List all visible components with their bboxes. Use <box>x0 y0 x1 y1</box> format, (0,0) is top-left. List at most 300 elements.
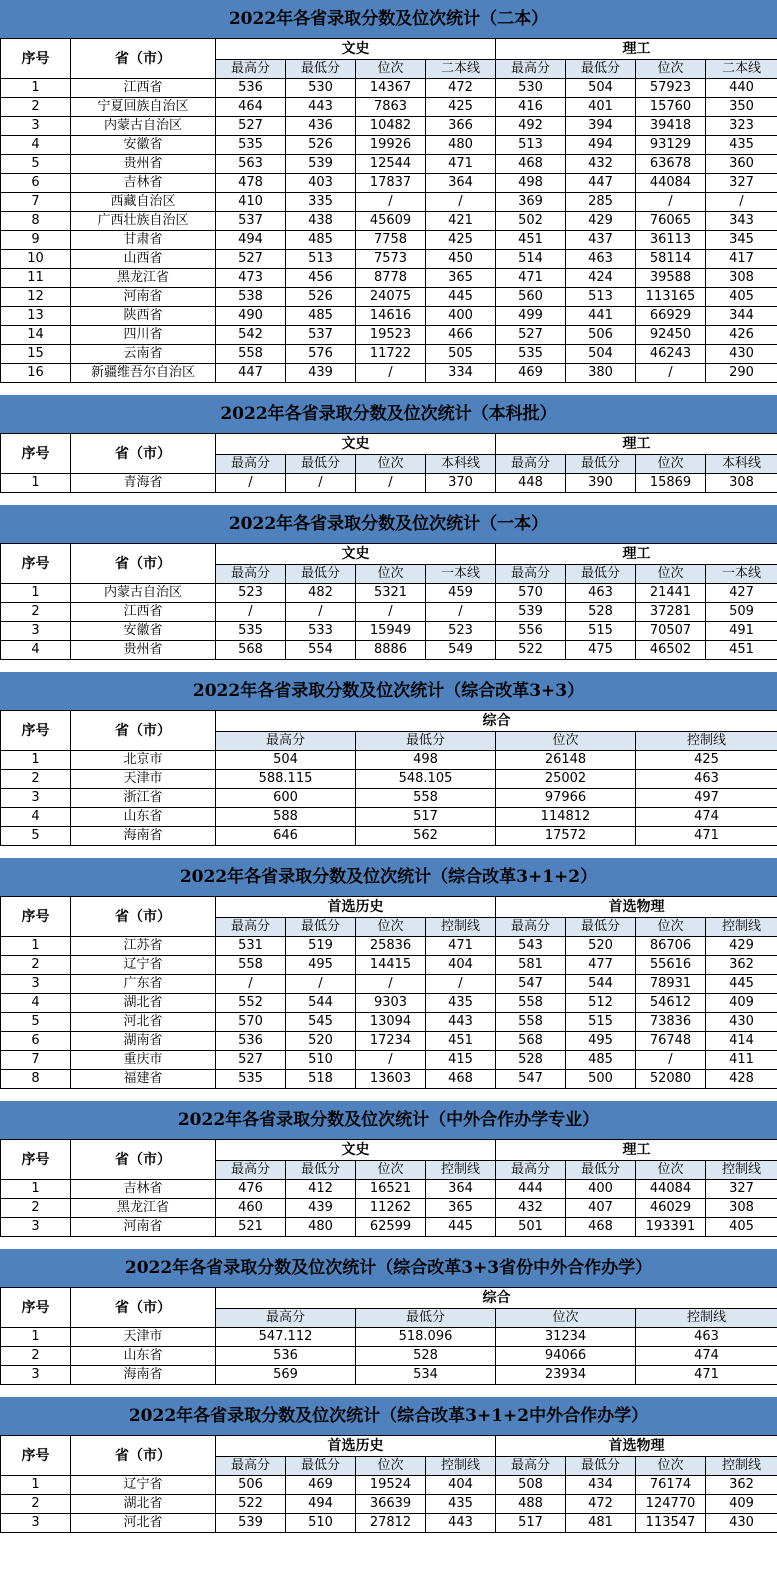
table-row <box>1 474 777 493</box>
row-value: 474 <box>636 808 777 827</box>
row-value: 58114 <box>636 250 706 269</box>
row-value: / <box>286 474 356 493</box>
row-seq: 1 <box>1 474 71 493</box>
row-value: 26148 <box>496 751 636 770</box>
row-value: 537 <box>286 326 356 345</box>
row-value: 350 <box>706 98 777 117</box>
row-value: 468 <box>496 155 566 174</box>
row-province: 重庆市 <box>71 1051 216 1070</box>
row-value: 364 <box>426 174 496 193</box>
row-value: / <box>216 975 286 994</box>
row-province: 广东省 <box>71 975 216 994</box>
row-value: 494 <box>286 1495 356 1514</box>
province-header: 省（市） <box>71 1140 216 1180</box>
row-value: 505 <box>426 345 496 364</box>
group-header: 文史 <box>216 39 496 60</box>
section-spacer <box>0 660 777 672</box>
section-spacer <box>0 1533 777 1545</box>
row-value: 54612 <box>636 994 706 1013</box>
row-value: 94066 <box>496 1347 636 1366</box>
row-seq: 2 <box>1 98 71 117</box>
row-value: 434 <box>566 1476 636 1495</box>
row-seq: 1 <box>1 937 71 956</box>
row-value: 500 <box>566 1070 636 1089</box>
row-value: 491 <box>706 622 777 641</box>
row-seq: 2 <box>1 956 71 975</box>
column-header: 二本线 <box>426 60 496 79</box>
row-province: 辽宁省 <box>71 1476 216 1495</box>
table-row <box>1 1013 777 1032</box>
row-value: 31234 <box>496 1328 636 1347</box>
row-value: 530 <box>286 79 356 98</box>
row-value: 436 <box>286 117 356 136</box>
column-header: 最低分 <box>286 1161 356 1180</box>
section-title: 2022年各省录取分数及位次统计（本科批） <box>0 395 777 433</box>
group-header: 文史 <box>216 544 496 565</box>
table-row <box>1 98 777 117</box>
row-value: 510 <box>286 1051 356 1070</box>
column-header: 控制线 <box>426 1161 496 1180</box>
row-value: 459 <box>426 584 496 603</box>
row-value: 448 <box>496 474 566 493</box>
row-value: 343 <box>706 212 777 231</box>
table-row <box>1 827 777 846</box>
table-row <box>1 231 777 250</box>
group-header: 首选历史 <box>216 897 496 918</box>
column-header: 一本线 <box>706 565 777 584</box>
row-value: 445 <box>426 288 496 307</box>
section-spacer <box>0 1089 777 1101</box>
row-province: 吉林省 <box>71 1180 216 1199</box>
row-value: 463 <box>636 770 777 789</box>
row-value: 558 <box>356 789 496 808</box>
table-row <box>1 326 777 345</box>
header-row <box>1 39 777 60</box>
row-value: 15760 <box>636 98 706 117</box>
row-value: 469 <box>496 364 566 383</box>
row-value: 46029 <box>636 1199 706 1218</box>
column-header: 位次 <box>356 455 426 474</box>
row-value: 535 <box>496 345 566 364</box>
row-value: 560 <box>496 288 566 307</box>
row-seq: 13 <box>1 307 71 326</box>
header-row <box>1 1288 777 1309</box>
row-value: 495 <box>286 956 356 975</box>
row-province: 江西省 <box>71 79 216 98</box>
row-value: 539 <box>286 155 356 174</box>
row-province: 江西省 <box>71 603 216 622</box>
row-province: 山东省 <box>71 1347 216 1366</box>
row-value: 549 <box>426 641 496 660</box>
row-seq: 2 <box>1 1199 71 1218</box>
group-header: 综合 <box>216 1288 777 1309</box>
seq-header: 序号 <box>1 434 71 474</box>
table-row <box>1 1051 777 1070</box>
row-value: 380 <box>566 364 636 383</box>
row-value: 14415 <box>356 956 426 975</box>
score-table <box>0 1435 777 1533</box>
section-title: 2022年各省录取分数及位次统计（综合改革3+1+2） <box>0 858 777 896</box>
seq-header: 序号 <box>1 1288 71 1328</box>
row-value: 114812 <box>496 808 636 827</box>
row-value: 472 <box>566 1495 636 1514</box>
column-header: 最高分 <box>496 1161 566 1180</box>
column-header: 二本线 <box>706 60 777 79</box>
row-value: 527 <box>216 250 286 269</box>
row-value: / <box>356 603 426 622</box>
row-value: 463 <box>566 250 636 269</box>
column-header: 最低分 <box>566 60 636 79</box>
column-header: 位次 <box>636 455 706 474</box>
row-value: 534 <box>356 1366 496 1385</box>
row-province: 陕西省 <box>71 307 216 326</box>
row-value: 443 <box>426 1514 496 1533</box>
column-header: 位次 <box>356 1457 426 1476</box>
group-header: 文史 <box>216 1140 496 1161</box>
row-seq: 3 <box>1 117 71 136</box>
row-value: 430 <box>706 345 777 364</box>
row-value: 485 <box>286 307 356 326</box>
column-header: 最低分 <box>566 1161 636 1180</box>
row-value: 535 <box>216 622 286 641</box>
row-value: / <box>426 603 496 622</box>
row-seq: 3 <box>1 622 71 641</box>
row-value: 471 <box>636 1366 777 1385</box>
row-value: 429 <box>566 212 636 231</box>
section-title: 2022年各省录取分数及位次统计（中外合作办学专业） <box>0 1101 777 1139</box>
row-value: 66929 <box>636 307 706 326</box>
row-value: 24075 <box>356 288 426 307</box>
row-value: 494 <box>566 136 636 155</box>
row-value: 522 <box>496 641 566 660</box>
row-value: 506 <box>216 1476 286 1495</box>
group-header: 综合 <box>216 711 777 732</box>
row-value: 97966 <box>496 789 636 808</box>
row-seq: 6 <box>1 1032 71 1051</box>
row-seq: 2 <box>1 603 71 622</box>
row-province: 新疆维吾尔自治区 <box>71 364 216 383</box>
row-province: 安徽省 <box>71 136 216 155</box>
row-seq: 10 <box>1 250 71 269</box>
group-header: 首选历史 <box>216 1436 496 1457</box>
row-value: 44084 <box>636 1180 706 1199</box>
table-row <box>1 770 777 789</box>
row-value: 10482 <box>356 117 426 136</box>
row-value: 519 <box>286 937 356 956</box>
row-value: 554 <box>286 641 356 660</box>
row-value: 536 <box>216 1347 356 1366</box>
row-value: 497 <box>636 789 777 808</box>
row-value: 323 <box>706 117 777 136</box>
row-value: / <box>356 193 426 212</box>
column-header: 最高分 <box>496 60 566 79</box>
row-value: 403 <box>286 174 356 193</box>
row-value: 528 <box>356 1347 496 1366</box>
row-value: 441 <box>566 307 636 326</box>
score-table <box>0 1287 777 1385</box>
row-value: 344 <box>706 307 777 326</box>
section-spacer <box>0 1237 777 1249</box>
row-value: / <box>286 975 356 994</box>
row-value: 466 <box>426 326 496 345</box>
row-value: 364 <box>426 1180 496 1199</box>
row-value: 113547 <box>636 1514 706 1533</box>
row-province: 甘肃省 <box>71 231 216 250</box>
row-value: 39588 <box>636 269 706 288</box>
group-header: 文史 <box>216 434 496 455</box>
table-row <box>1 751 777 770</box>
row-value: 506 <box>566 326 636 345</box>
row-value: 544 <box>286 994 356 1013</box>
row-value: 428 <box>706 1070 777 1089</box>
province-header: 省（市） <box>71 544 216 584</box>
row-province: 山东省 <box>71 808 216 827</box>
column-header: 位次 <box>636 918 706 937</box>
row-value: 37281 <box>636 603 706 622</box>
row-value: 480 <box>286 1218 356 1237</box>
row-value: 535 <box>216 136 286 155</box>
table-row <box>1 1199 777 1218</box>
row-value: 600 <box>216 789 356 808</box>
row-value: 451 <box>426 1032 496 1051</box>
row-value: 55616 <box>636 956 706 975</box>
row-value: 369 <box>496 193 566 212</box>
row-value: 366 <box>426 117 496 136</box>
section-title: 2022年各省录取分数及位次统计（综合改革3+3） <box>0 672 777 710</box>
row-value: / <box>356 1051 426 1070</box>
row-value: 480 <box>426 136 496 155</box>
row-value: 542 <box>216 326 286 345</box>
row-value: 523 <box>216 584 286 603</box>
row-value: 471 <box>426 155 496 174</box>
row-seq: 12 <box>1 288 71 307</box>
row-value: 424 <box>566 269 636 288</box>
row-value: 440 <box>706 79 777 98</box>
row-value: 76748 <box>636 1032 706 1051</box>
row-value: 92450 <box>636 326 706 345</box>
table-row <box>1 117 777 136</box>
table-row <box>1 155 777 174</box>
table-row <box>1 269 777 288</box>
section-title: 2022年各省录取分数及位次统计（综合改革3+1+2中外合作办学） <box>0 1397 777 1435</box>
group-header: 理工 <box>496 434 777 455</box>
table-row <box>1 288 777 307</box>
row-value: 17837 <box>356 174 426 193</box>
row-value: 469 <box>286 1476 356 1495</box>
row-value: 568 <box>496 1032 566 1051</box>
row-value: 498 <box>356 751 496 770</box>
row-value: 439 <box>286 1199 356 1218</box>
column-header: 控制线 <box>706 1457 777 1476</box>
row-value: 476 <box>216 1180 286 1199</box>
row-value: 46243 <box>636 345 706 364</box>
table-row <box>1 1070 777 1089</box>
row-value: 547 <box>496 975 566 994</box>
table-row <box>1 975 777 994</box>
column-header: 最低分 <box>286 1457 356 1476</box>
column-header: 最低分 <box>566 918 636 937</box>
row-value: 14616 <box>356 307 426 326</box>
row-value: 444 <box>496 1180 566 1199</box>
row-value: 113165 <box>636 288 706 307</box>
row-value: 437 <box>566 231 636 250</box>
row-value: 400 <box>426 307 496 326</box>
row-value: 414 <box>706 1032 777 1051</box>
row-value: 547 <box>496 1070 566 1089</box>
row-seq: 4 <box>1 808 71 827</box>
row-value: / <box>286 603 356 622</box>
row-value: 407 <box>566 1199 636 1218</box>
score-table <box>0 433 777 493</box>
table-row <box>1 193 777 212</box>
row-value: 512 <box>566 994 636 1013</box>
section-spacer <box>0 846 777 858</box>
row-value: 451 <box>706 641 777 660</box>
row-value: 57923 <box>636 79 706 98</box>
row-value: 543 <box>496 937 566 956</box>
row-seq: 3 <box>1 975 71 994</box>
row-value: 365 <box>426 1199 496 1218</box>
row-value: 16521 <box>356 1180 426 1199</box>
row-value: 63678 <box>636 155 706 174</box>
column-header: 最低分 <box>286 565 356 584</box>
row-province: 辽宁省 <box>71 956 216 975</box>
column-header: 控制线 <box>706 1161 777 1180</box>
row-province: 青海省 <box>71 474 216 493</box>
row-value: 19523 <box>356 326 426 345</box>
column-header: 位次 <box>636 1457 706 1476</box>
row-province: 四川省 <box>71 326 216 345</box>
row-value: 429 <box>706 937 777 956</box>
row-value: 334 <box>426 364 496 383</box>
row-value: 474 <box>636 1347 777 1366</box>
row-value: 471 <box>636 827 777 846</box>
row-value: 527 <box>496 326 566 345</box>
row-value: 400 <box>566 1180 636 1199</box>
row-value: 285 <box>566 193 636 212</box>
row-value: 471 <box>496 269 566 288</box>
row-value: 327 <box>706 174 777 193</box>
row-value: 508 <box>496 1476 566 1495</box>
table-row <box>1 937 777 956</box>
row-province: 海南省 <box>71 827 216 846</box>
row-value: 7758 <box>356 231 426 250</box>
row-province: 黑龙江省 <box>71 1199 216 1218</box>
row-value: 421 <box>426 212 496 231</box>
column-header: 最低分 <box>286 918 356 937</box>
column-header: 最高分 <box>216 565 286 584</box>
row-value: 544 <box>566 975 636 994</box>
row-value: 450 <box>426 250 496 269</box>
row-seq: 11 <box>1 269 71 288</box>
row-value: 52080 <box>636 1070 706 1089</box>
row-value: 36639 <box>356 1495 426 1514</box>
seq-header: 序号 <box>1 897 71 937</box>
column-header: 最低分 <box>286 60 356 79</box>
row-value: 15949 <box>356 622 426 641</box>
row-value: 308 <box>706 1199 777 1218</box>
row-seq: 16 <box>1 364 71 383</box>
row-province: 北京市 <box>71 751 216 770</box>
score-table <box>0 543 777 660</box>
row-value: 548.105 <box>356 770 496 789</box>
row-province: 贵州省 <box>71 641 216 660</box>
row-value: 45609 <box>356 212 426 231</box>
header-row <box>1 897 777 918</box>
row-value: 46502 <box>636 641 706 660</box>
group-header: 理工 <box>496 39 777 60</box>
row-seq: 7 <box>1 193 71 212</box>
row-value: 290 <box>706 364 777 383</box>
row-seq: 15 <box>1 345 71 364</box>
column-header: 控制线 <box>706 918 777 937</box>
row-value: 415 <box>426 1051 496 1070</box>
row-value: 19524 <box>356 1476 426 1495</box>
row-value: 539 <box>496 603 566 622</box>
row-value: 335 <box>286 193 356 212</box>
row-seq: 5 <box>1 155 71 174</box>
row-value: 520 <box>286 1032 356 1051</box>
row-province: 河南省 <box>71 1218 216 1237</box>
table-row <box>1 622 777 641</box>
row-value: 518 <box>286 1070 356 1089</box>
row-value: 509 <box>706 603 777 622</box>
row-value: / <box>706 193 777 212</box>
row-value: 7863 <box>356 98 426 117</box>
score-table <box>0 1139 777 1237</box>
province-header: 省（市） <box>71 39 216 79</box>
row-value: 394 <box>566 117 636 136</box>
row-value: 514 <box>496 250 566 269</box>
row-value: 545 <box>286 1013 356 1032</box>
table-row <box>1 307 777 326</box>
header-row <box>1 1140 777 1161</box>
section-title: 2022年各省录取分数及位次统计（一本） <box>0 505 777 543</box>
row-seq: 1 <box>1 751 71 770</box>
row-seq: 8 <box>1 1070 71 1089</box>
column-header: 位次 <box>496 1309 636 1328</box>
table-row <box>1 1218 777 1237</box>
row-value: 568 <box>216 641 286 660</box>
row-value: 477 <box>566 956 636 975</box>
column-header: 位次 <box>636 1161 706 1180</box>
row-value: 70507 <box>636 622 706 641</box>
row-value: 362 <box>706 956 777 975</box>
row-seq: 4 <box>1 641 71 660</box>
column-header: 最高分 <box>496 918 566 937</box>
row-value: 430 <box>706 1013 777 1032</box>
row-seq: 4 <box>1 136 71 155</box>
row-value: 482 <box>286 584 356 603</box>
group-header: 首选物理 <box>496 897 777 918</box>
header-row <box>1 434 777 455</box>
row-value: 569 <box>216 1366 356 1385</box>
row-value: 530 <box>496 79 566 98</box>
row-value: 517 <box>496 1514 566 1533</box>
header-row <box>1 544 777 565</box>
row-value: 73836 <box>636 1013 706 1032</box>
row-value: 124770 <box>636 1495 706 1514</box>
row-seq: 2 <box>1 1495 71 1514</box>
row-value: 11722 <box>356 345 426 364</box>
column-header: 位次 <box>356 918 426 937</box>
row-province: 西藏自治区 <box>71 193 216 212</box>
column-header: 控制线 <box>426 1457 496 1476</box>
row-value: 562 <box>356 827 496 846</box>
row-value: 570 <box>496 584 566 603</box>
column-header: 最低分 <box>566 455 636 474</box>
row-value: 552 <box>216 994 286 1013</box>
